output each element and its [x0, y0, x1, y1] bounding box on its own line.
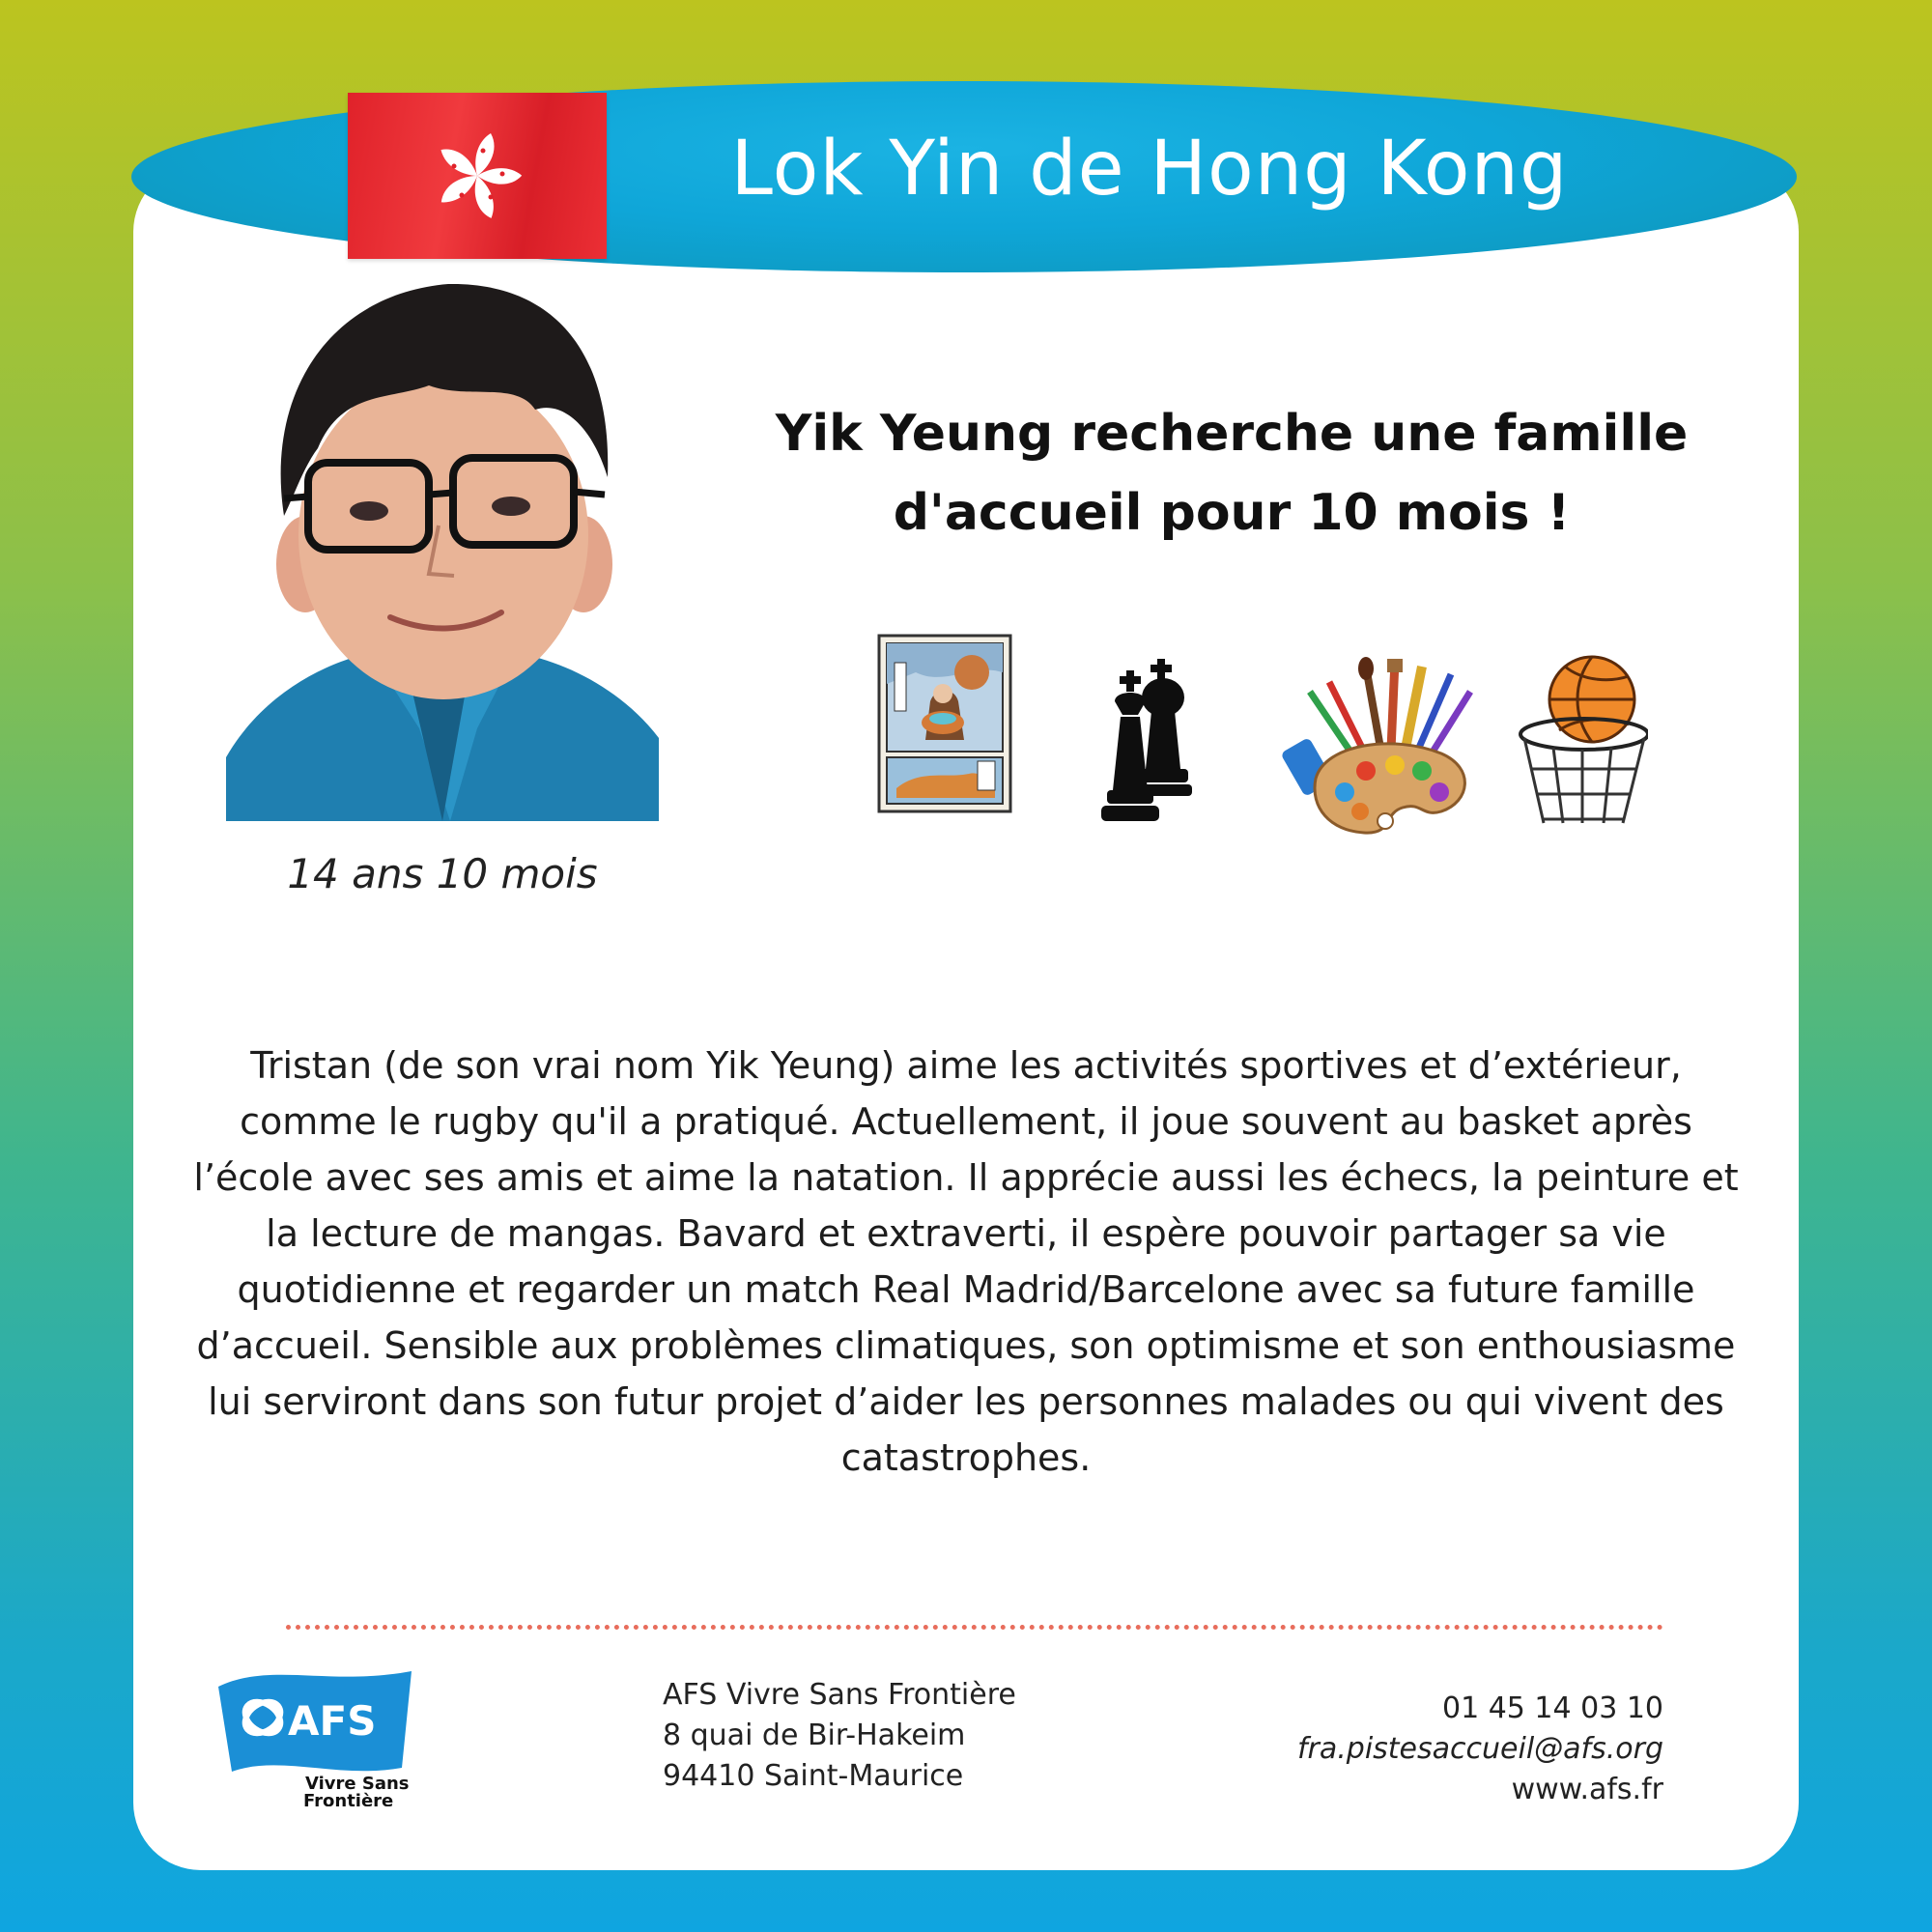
logo-subtitle-1: Vivre Sans: [305, 1774, 410, 1794]
footer-divider: [286, 1625, 1663, 1630]
email-link[interactable]: fra.pistesaccueil@afs.org: [1296, 1732, 1663, 1766]
headline-line-1: Yik Yeung recherche une famille: [775, 405, 1689, 463]
address-line-3: 94410 Saint-Maurice: [663, 1759, 964, 1793]
phone-number[interactable]: 01 45 14 03 10: [1441, 1691, 1663, 1725]
page-title: Lok Yin de Hong Kong: [730, 126, 1569, 213]
website-link[interactable]: www.afs.fr: [1511, 1773, 1663, 1806]
afs-logo[interactable]: [213, 1658, 417, 1806]
address-line-2: 8 quai de Bir-Hakeim: [663, 1719, 966, 1752]
contact-info: [1256, 1689, 1663, 1810]
student-age: 14 ans 10 mois: [287, 850, 598, 897]
student-description: Tristan (de son vrai nom Yik Yeung) aime les activités sportives et d’extérieur, comme le rugby qu'il a pratiqué. Actuellement, il joue souvent au basket après l’école avec ses amis et aime la natation. Il apprécie aussi les échecs, la peinture et la lecture de mangas. Bavard et extraverti, il espère pouvoir partager sa vie quotidienne et regarder un match Real Madrid/Barcelone avec sa future famille d’accueil. Sensible aux problèmes climatiques, son optimisme et son enthousiasme lui serviront dans son futur projet d’aider les personnes malades ou qui vivent des catastrophes.: [193, 1044, 1739, 1479]
headline: [715, 394, 1748, 553]
manga-icon: [877, 634, 1012, 817]
postal-address: [663, 1675, 1016, 1797]
basketball-hoop-icon: [1515, 653, 1648, 835]
logo-subtitle-2: Frontière: [303, 1791, 394, 1806]
logo-text: AFS: [288, 1697, 377, 1745]
hong-kong-flag-icon: [348, 93, 607, 259]
headline-line-2: d'accueil pour 10 mois !: [893, 484, 1571, 542]
chess-icon: [1097, 653, 1206, 829]
student-portrait: [226, 274, 659, 821]
address-line-1: AFS Vivre Sans Frontière: [663, 1678, 1016, 1712]
painting-palette-icon: [1277, 657, 1484, 840]
